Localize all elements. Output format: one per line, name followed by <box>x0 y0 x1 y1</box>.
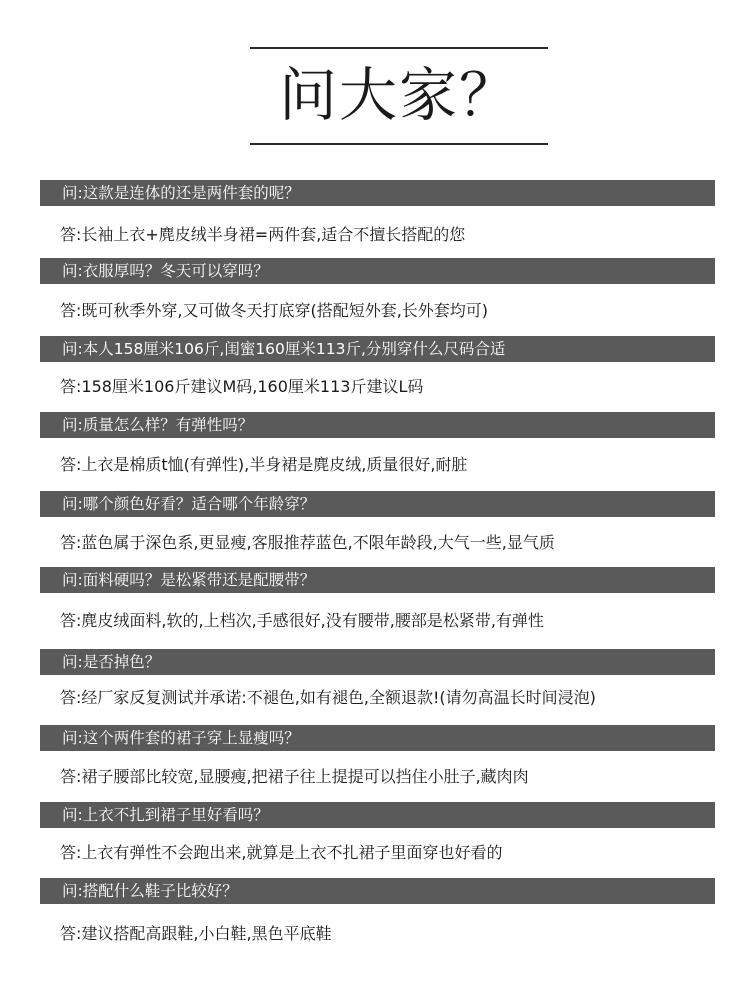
question-4: 问:质量怎么样？有弹性吗？ <box>40 412 715 438</box>
answer-6: 答:麂皮绒面料,软的,上档次,手感很好,没有腰带,腰部是松紧带,有弹性 <box>60 611 544 630</box>
question-3: 问:本人158厘米106斤,闺蜜160厘米113斤,分别穿什么尺码合适 <box>40 336 715 362</box>
question-10: 问:搭配什么鞋子比较好？ <box>40 878 715 904</box>
question-8: 问:这个两件套的裙子穿上显瘦吗？ <box>40 725 715 751</box>
answer-5: 答:蓝色属于深色系,更显瘦,客服推荐蓝色,不限年龄段,大气一些,显气质 <box>60 533 555 552</box>
answer-9: 答:上衣有弹性不会跑出来,就算是上衣不扎裙子里面穿也好看的 <box>60 843 503 862</box>
question-6: 问:面料硬吗？是松紧带还是配腰带？ <box>40 567 715 593</box>
answer-4: 答:上衣是棉质t恤(有弹性),半身裙是麂皮绒,质量很好,耐脏 <box>60 455 468 474</box>
question-2: 问:衣服厚吗？冬天可以穿吗？ <box>40 258 715 284</box>
answer-10: 答:建议搭配高跟鞋,小白鞋,黑色平底鞋 <box>60 924 332 943</box>
answer-7: 答:经厂家反复测试并承诺:不褪色,如有褪色,全额退款!(请勿高温长时间浸泡) <box>60 688 596 707</box>
answer-3: 答:158厘米106斤建议M码,160厘米113斤建议L码 <box>60 377 424 396</box>
answer-2: 答:既可秋季外穿,又可做冬天打底穿(搭配短外套,长外套均可) <box>60 301 489 320</box>
page-title: 问大家？ <box>278 61 519 129</box>
question-7: 问:是否掉色？ <box>40 649 715 675</box>
question-9: 问:上衣不扎到裙子里好看吗？ <box>40 802 715 828</box>
question-1: 问:这款是连体的还是两件套的呢？ <box>40 180 715 206</box>
answer-1: 答:长袖上衣+麂皮绒半身裙=两件套,适合不擅长搭配的您 <box>60 225 466 244</box>
question-5: 问:哪个颜色好看？适合哪个年龄穿？ <box>40 491 715 517</box>
answer-8: 答:裙子腰部比较宽,显腰瘦,把裙子往上提提可以挡住小肚子,藏肉肉 <box>60 767 529 786</box>
